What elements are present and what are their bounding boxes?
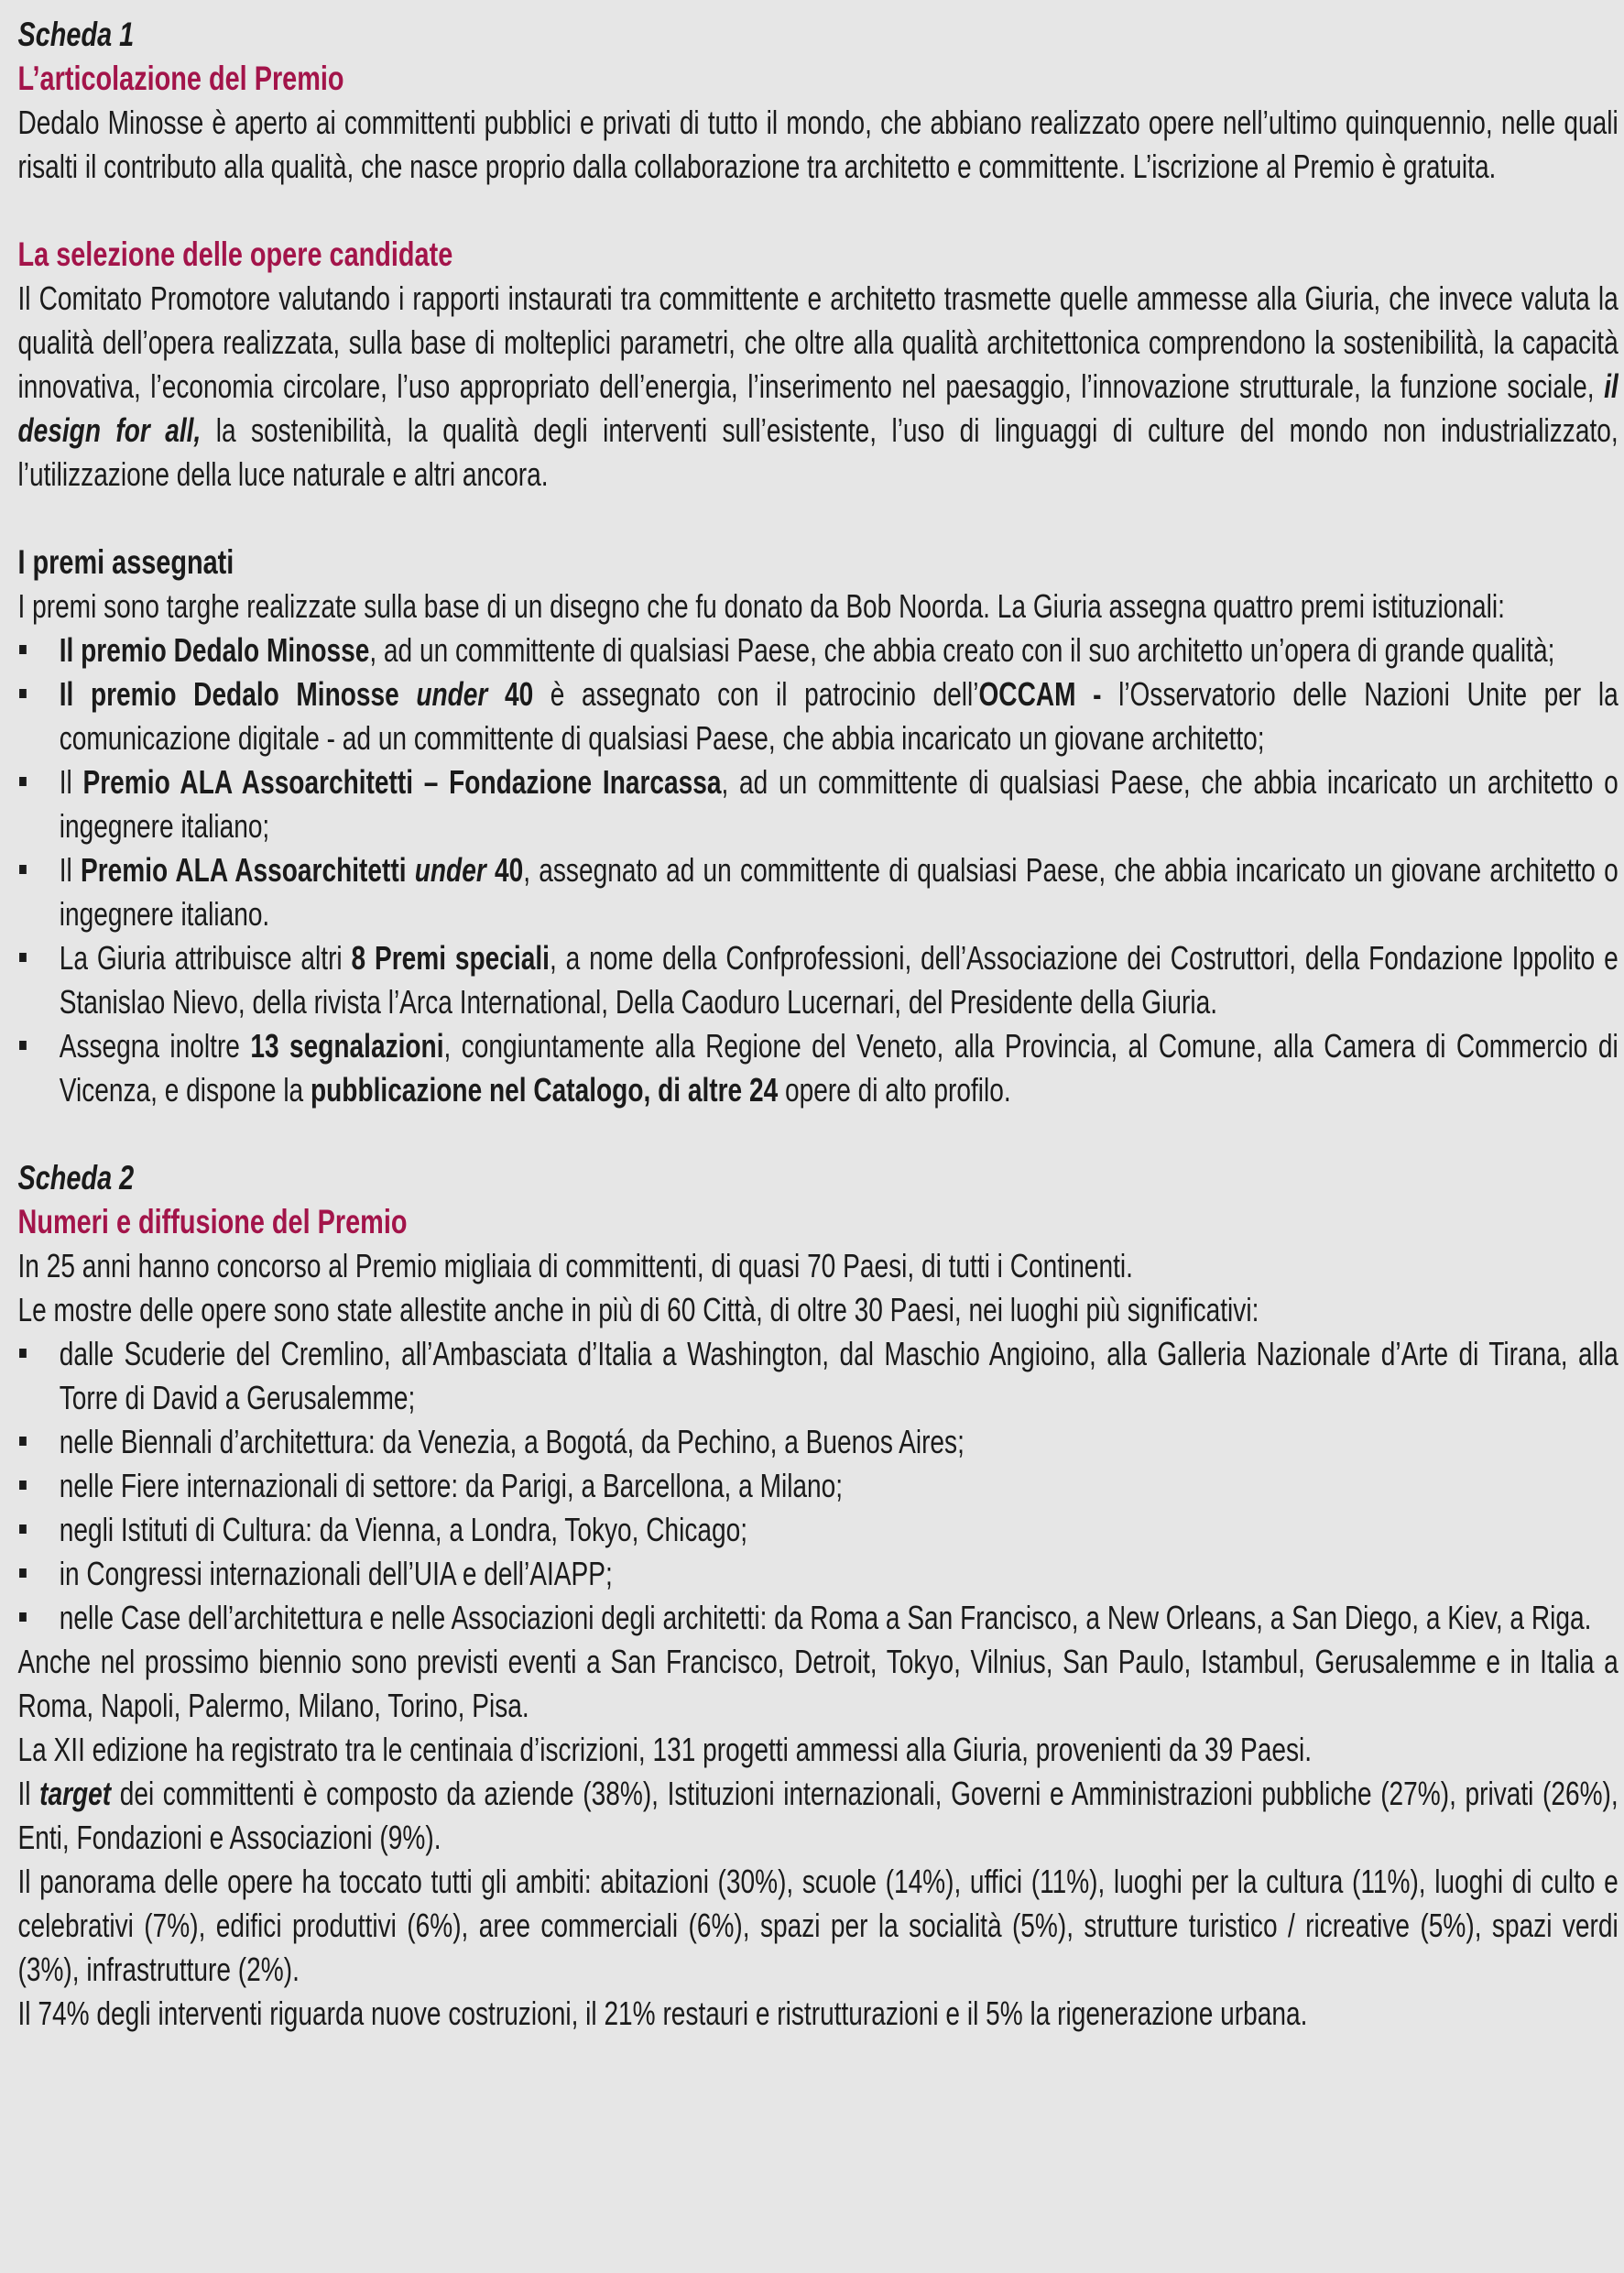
bullet-square-icon — [19, 1481, 27, 1490]
bullet-square-icon — [19, 1612, 27, 1622]
list-item — [18, 848, 1619, 936]
list-item — [18, 760, 1619, 848]
spacer — [18, 1112, 1619, 1156]
premio-prefix: Il — [59, 851, 82, 889]
selezione-title: La selezione delle opere candidate — [17, 235, 453, 273]
premio-desc: , ad un committente di qualsiasi Paese, che abbia incaricato un architetto o ingegnere italiano; — [59, 763, 1619, 845]
premio-desc: , ad un committente di qualsiasi Paese, che abbia creato con il suo architetto un’opera di grande qualità; — [369, 631, 1555, 669]
target-prefix: Il — [17, 1775, 40, 1812]
scheda-2-p3: Anche nel prossimo biennio sono previsti eventi a San Francisco, Detroit, Tokyo, Vilnius, San Paulo, Istambul, Gerusalemme e in Italia a Roma, Napoli, Palermo, Milano, Torino, Pisa. — [17, 1643, 1619, 1724]
target-text: dei committenti è composto da aziende (38%), Istituzioni internazionali, Governi e Amministrazioni pubbliche (27%), privati (26%), Enti, Fondazioni e Associazioni (9%). — [17, 1775, 1619, 1856]
premio-prefix: Il — [59, 763, 83, 801]
list-item-text: negli Istituti di Cultura: da Vienna, a Londra, Tokyo, Chicago; — [59, 1511, 748, 1548]
premio-desc: , congiuntamente alla Regione del Veneto, alla Provincia, al Comune, alla Camera di Commercio di Vicenza, e dispone la — [59, 1027, 1619, 1109]
list-item-text: nelle Biennali d’architettura: da Venezia, a Bogotá, da Pechino, a Buenos Aires; — [59, 1423, 965, 1460]
scheda-2-label: Scheda 2 — [17, 1159, 135, 1197]
list-item-text: in Congressi internazionali dell’UIA e dell’AIAPP; — [59, 1555, 613, 1592]
premio-desc-2: opere di alto profilo. — [778, 1071, 1011, 1109]
bullet-square-icon — [19, 1524, 27, 1534]
premio-name-em: under — [414, 851, 486, 889]
list-item — [18, 1552, 1619, 1596]
bullet-square-icon — [19, 953, 27, 962]
pubblicazione-catalogo: pubblicazione nel Catalogo, di altre 24 — [310, 1071, 779, 1109]
premio-desc: , a nome della Confprofessioni, dell’Associazione dei Costruttori, della Fondazione Ippolito e Stanislao Nievo, della rivista l’Arca International, Della Caoduro Lucernari, del Presidente della Giuria. — [59, 939, 1619, 1021]
list-item — [18, 1024, 1619, 1112]
premio-name-suffix: 40 — [485, 851, 524, 889]
list-item-text: nelle Fiere internazionali di settore: da Parigi, a Barcellona, a Milano; — [59, 1467, 844, 1504]
premio-desc: , assegnato ad un committente di qualsiasi Paese, che abbia incaricato un giovane architetto o ingegnere italiano. — [59, 851, 1619, 933]
bullet-square-icon — [19, 777, 27, 786]
selezione-text-b: la sostenibilità, la qualità degli interventi sull’esistente, l’uso di linguaggi di culture del mondo non industrializzato, l’utilizzazione della luce naturale e altri ancora. — [17, 411, 1619, 493]
list-item — [18, 1464, 1619, 1508]
bullet-square-icon — [19, 689, 27, 698]
bullet-square-icon — [19, 1568, 27, 1578]
list-item — [18, 1508, 1619, 1552]
bullet-square-icon — [19, 865, 27, 874]
spacer — [18, 189, 1619, 233]
premi-list — [18, 628, 1619, 1112]
scheda-2-p5 — [18, 1772, 1619, 1860]
list-item — [18, 936, 1619, 1024]
premio-prefix: Assegna inoltre — [59, 1027, 251, 1065]
selezione-text — [18, 277, 1619, 497]
premio-name-em: under — [416, 675, 488, 713]
scheda-2-p7: Il 74% degli interventi riguarda nuove costruzioni, il 21% restauri e ristrutturazioni e il 5% la rigenerazione urbana. — [17, 1994, 1308, 2032]
list-item — [18, 1596, 1619, 1640]
design-for-all-emphasis: il design for all, — [17, 367, 1619, 449]
bullet-square-icon — [19, 1349, 27, 1358]
premi-intro: I premi sono targhe realizzate sulla base di un disegno che fu donato da Bob Noorda. La Giuria assegna quattro premi istituzionali: — [17, 587, 1505, 625]
premio-name-suffix: 40 — [487, 675, 534, 713]
document-content — [18, 13, 1619, 2036]
list-item — [18, 672, 1619, 760]
scheda-1-title: L’articolazione del Premio — [17, 60, 344, 97]
occam-label: OCCAM - — [978, 675, 1102, 713]
premio-name: Premio ALA Assoarchitetti — [81, 851, 415, 889]
mostre-list — [18, 1332, 1619, 1640]
scheda-2-p1: In 25 anni hanno concorso al Premio migliaia di committenti, di quasi 70 Paesi, di tutti i Continenti. — [17, 1247, 1133, 1284]
premi-title: I premi assegnati — [17, 543, 234, 581]
scheda-1-intro: Dedalo Minosse è aperto ai committenti pubblici e privati di tutto il mondo, che abbiano realizzato opere nell’ultimo quinquennio, nelle quali risalti il contributo alla qualità, che nasce proprio dalla collaborazione tra architetto e committente. L’iscrizione al Premio è gratuita. — [17, 104, 1619, 185]
selezione-text-a: Il Comitato Promotore valutando i rapporti instaurati tra committente e architetto trasmette quelle ammesse alla Giuria, che invece valuta la qualità dell’opera realizzata, sulla base di molteplici parametri, che oltre alla qualità architettonica comprendono la sostenibilità, la capacità innovativa, l’economia circolare, l’uso appropriato dell’energia, l’inserimento nel paesaggio, l’innovazione strutturale, la funzione sociale, — [17, 279, 1619, 405]
premio-name: Il premio Dedalo Minosse — [59, 631, 370, 669]
premio-desc-2: l’Osservatorio delle Nazioni Unite per la comunicazione digitale - ad un committente di qualsiasi Paese, che abbia incaricato un giovane architetto; — [59, 675, 1619, 757]
premio-name: Premio ALA Assoarchitetti – Fondazione Inarcassa — [82, 763, 722, 801]
scheda-2-p4: La XII edizione ha registrato tra le centinaia d’iscrizioni, 131 progetti ammessi alla Giuria, provenienti da 39 Paesi. — [17, 1731, 1313, 1768]
scheda-2-p2: Le mostre delle opere sono state allestite anche in più di 60 Città, di oltre 30 Paesi, nei luoghi più significativi: — [17, 1291, 1259, 1328]
scheda-1-label: Scheda 1 — [17, 16, 135, 53]
list-item-text: dalle Scuderie del Cremlino, all’Ambasciata d’Italia a Washington, dal Maschio Angioino, alla Galleria Nazionale d’Arte di Tirana, alla Torre di David a Gerusalemme; — [59, 1335, 1619, 1416]
spacer — [18, 497, 1619, 541]
scheda-2-title: Numeri e diffusione del Premio — [17, 1203, 408, 1240]
premio-name: Il premio Dedalo Minosse — [59, 675, 417, 713]
segnalazioni: 13 segnalazioni — [250, 1027, 444, 1065]
premio-prefix: La Giuria attribuisce altri — [59, 939, 352, 977]
list-item-text: nelle Case dell’architettura e nelle Associazioni degli architetti: da Roma a San Francisco, a New Orleans, a San Diego, a Kiev, a Riga. — [59, 1599, 1592, 1636]
premio-desc: è assegnato con il patrocinio dell’ — [533, 675, 979, 713]
target-emphasis: target — [39, 1775, 112, 1812]
bullet-square-icon — [19, 1041, 27, 1050]
scheda-2-p6: Il panorama delle opere ha toccato tutti gli ambiti: abitazioni (30%), scuole (14%), uffici (11%), luoghi per la cultura (11%), luoghi di culto e celebrativi (7%), edifici produttivi (6%), aree commerciali (6%), spazi per la socialità (5%), strutture turistico / ricreative (5%), spazi verdi (3%), infrastrutture (2%). — [17, 1863, 1619, 1988]
bullet-square-icon — [19, 1437, 27, 1446]
list-item — [18, 1332, 1619, 1420]
bullet-square-icon — [19, 645, 27, 654]
list-item — [18, 1420, 1619, 1464]
list-item — [18, 628, 1619, 672]
premi-speciali: 8 Premi speciali — [351, 939, 550, 977]
